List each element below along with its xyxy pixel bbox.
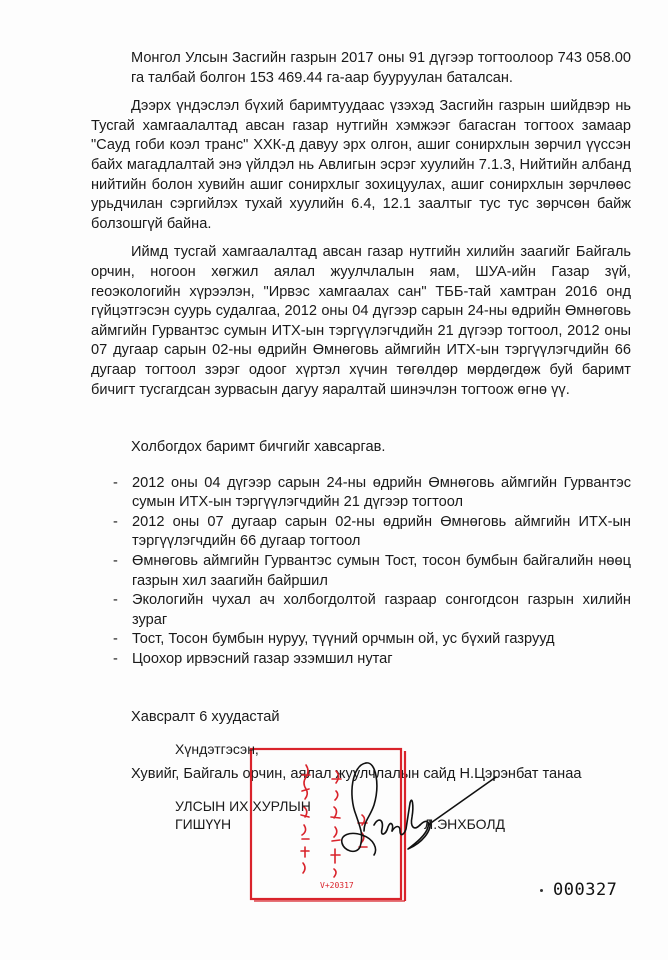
serial-number: 000327	[553, 880, 618, 900]
paragraph-2: Дээрх үндэслэл бүхий баримтуудаас үзэхэд Засгийн газрын шийдвэр нь Тусгай хамгаалалтад авсан газар нутгийн хэмжээг багасган тогтоох замаар "Сауд гоби коэл транс" ХХК-д давуу эрх олгон, ашиг сонирхлын зөрчил үүссэн байх магадлалтай энэ үйлдэл нь Авлигын эсрэг хуулийн 7.1.3, Нийтийн албанд нийтийн болон хувийн ашиг сонирхлыг зохицуулах, ашиг сонирхлын зөрчлөөс урьдчилан сэргийлэх тухай хуулийн 6.4, 12.1 заалтыг тус тус зөрчсөн байж болзошгүй байна.	[91, 98, 631, 232]
attachment-text: 2012 оны 07 дугаар сарын 02-ны өдрийн Өмнөговь аймгийн ИТХ-ын тэргүүлэгчдийн 66 дугаар тогтоол	[132, 513, 631, 550]
attachment-text: Экологийн чухал ач холбогдолтой газраар сонгогдсон газрын хилийн зураг	[132, 592, 631, 628]
attachment-item	[113, 552, 631, 591]
annex-note: Хавсралт 6 хуудастай	[131, 708, 280, 725]
paragraph-3: Иймд тусгай хамгаалалтад авсан газар нутгийн хилийн заагийг Байгаль орчин, ногоон хөгжил аялал жуулчлалын яам, ШУА-ийн Газар зүй, геоэкологийн хүрээлэн, "Ирвэс хамгаалах сан" ТББ-тай хамтран 2016 онд гүйцэтгэсэн суурь судалгаа, 2012 оны 04 дүгээр сарын 24-ны өдрийн Өмнөговь аймгийн Гурвантэс сумын ИТХ-ын тэргүүлэгчдийн 21 дүгээр тогтоол, 2012 оны 07 дугаар сарын 02-ны өдрийн Өмнөговь аймгийн ИТХ-ын тэргүүлэгчдийн 66 дугаар тогтоол зэрэг одоог хүртэл хүчин төгөлдөр мөрдөгдөж буй баримт бичигт тусгагдсан зурвасын дагуу яаралтай шинэчлэн тогтоож өгнө үү.	[91, 244, 631, 398]
attachment-item	[113, 630, 631, 650]
signer-title-line-1: УЛСЫН ИХ ХУРЛЫН	[175, 798, 311, 814]
attachment-item	[113, 513, 631, 552]
attachment-text: Өмнөговь аймгийн Гурвантэс сумын Тост, тосон бумбын байгалийн нөөц газрын хил заагийн байршил	[132, 553, 631, 589]
bullet-dash: -	[113, 513, 118, 530]
stamp-number: V+20317	[320, 881, 354, 890]
bullet-dash: -	[113, 474, 118, 491]
bullet-dash: -	[113, 592, 118, 609]
attachment-text: 2012 оны 04 дүгээр сарын 24-ны өдрийн Өмнөговь аймгийн Гурвантэс сумын ИТХ-ын тэргүүлэгчдийн 21 дүгээр тогтоол	[132, 474, 631, 511]
paragraph-1: Монгол Улсын Засгийн газрын 2017 оны 91 дүгээр тогтоолоор 743 058.00 га талбай болгон 153 469.44 га-аар бууруулан баталсан.	[131, 50, 631, 86]
serial-dot	[540, 889, 543, 892]
bullet-dash: -	[113, 651, 118, 668]
letter-body	[91, 49, 631, 785]
bullet-dash: -	[113, 553, 118, 570]
closing-salutation: Хүндэтгэсэн,	[175, 741, 259, 757]
attachment-item	[113, 474, 631, 513]
attachment-text: Тост, Тосон бумбын нуруу, түүний орчмын ой, ус бүхий газрууд	[132, 631, 555, 648]
attachment-item	[113, 591, 631, 630]
signer-title-line-2: ГИШҮҮН	[175, 816, 232, 832]
attachment-item	[113, 650, 631, 670]
attachments-heading: Холбогдох баримт бичгийг хавсаргав.	[131, 439, 386, 456]
attachments-list	[113, 474, 631, 670]
signer-name: Л.ЭНХБОЛД	[424, 816, 506, 832]
addressee: Хувийг, Байгаль орчин, аялал жуулчлалын сайд Н.Цэрэнбат танаа	[131, 766, 582, 783]
attachment-text: Цоохор ирвэсний газар эзэмшил нутаг	[132, 651, 393, 668]
handwritten-signature	[330, 755, 500, 865]
bullet-dash: -	[113, 631, 118, 648]
serial-number-row	[540, 880, 617, 900]
